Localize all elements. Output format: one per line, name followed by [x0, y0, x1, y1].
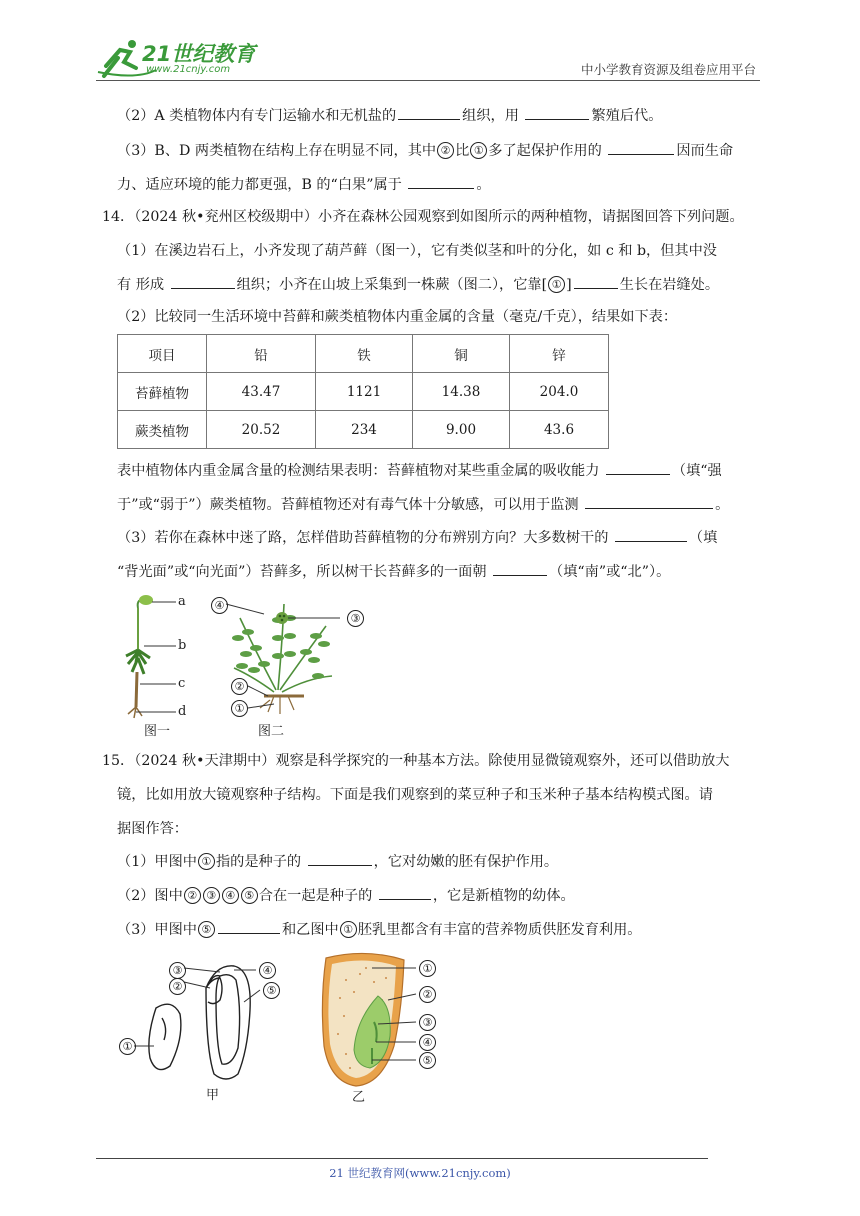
bean-label-4: ④ — [259, 962, 276, 979]
fern-label-3: ③ — [347, 610, 364, 627]
footer-divider — [96, 1158, 708, 1159]
q14-part3: （3）若你在森林中迷了路，怎样借助苔藓植物的分布辨别方向？大多数树干的 （填 — [117, 527, 717, 548]
table-header-cell: 铜 — [413, 335, 510, 373]
circled-number: ② — [184, 887, 201, 904]
header-platform-text: 中小学教育资源及组卷应用平台 — [580, 62, 756, 77]
circled-number: ② — [437, 142, 454, 159]
table-header-cell: 项目 — [118, 335, 207, 373]
fern-caption: 图二 — [258, 724, 285, 739]
circled-number: ⑤ — [241, 887, 258, 904]
fern-label-2: ② — [231, 678, 248, 695]
moss-label-a: a — [178, 594, 186, 609]
q14-stem: 14．（2024 秋•兖州区校级期中）小齐在森林公园观察到如图所示的两种植物，请据图回答下列问题。 — [102, 209, 744, 225]
table-row — [118, 411, 609, 449]
q15-part3: （3）甲图中 ⑤ 和乙图中 ① 胚乳里都含有丰富的营养物质供胚发育利用。 — [117, 919, 642, 940]
moss-label-d: d — [178, 704, 187, 719]
q15-stem-2: 镜，比如用放大镜观察种子结构。下面是我们观察到的菜豆种子和玉米种子基本结构模式图。请 — [117, 787, 713, 803]
table-cell: 14.38 — [413, 373, 510, 411]
table-header-cell: 铁 — [316, 335, 413, 373]
circled-number: ① — [470, 142, 487, 159]
corn-label-4: ④ — [419, 1034, 436, 1051]
table-cell: 1121 — [316, 373, 413, 411]
corn-seed-figure — [316, 950, 440, 1108]
fern-figure — [208, 596, 376, 742]
bean-label-1: ① — [119, 1038, 136, 1055]
header-divider — [96, 80, 760, 81]
circled-number: ⑤ — [198, 921, 215, 938]
bean-seed-figure — [116, 958, 292, 1104]
heavy-metal-table — [117, 334, 609, 449]
corn-label-5: ⑤ — [419, 1052, 436, 1069]
fern-label-1: ① — [231, 700, 248, 717]
logo-text: 21世纪教育 — [142, 42, 256, 66]
table-cell: 234 — [316, 411, 413, 449]
q13-part2: （2）A 类植物体内有专门运输水和无机盐的 组织，用 繁殖后代。 — [117, 105, 662, 126]
bean-label-3: ③ — [169, 962, 186, 979]
answer-blank[interactable] — [574, 274, 618, 289]
answer-blank[interactable] — [525, 105, 589, 120]
q15-stem-3: 据图作答： — [117, 821, 188, 837]
circled-number: ① — [340, 921, 357, 938]
answer-blank[interactable] — [308, 851, 372, 866]
q15-stem-1: 15．（2024 秋•天津期中）观察是科学探究的一种基本方法。除使用显微镜观察外，还可以借助放大 — [102, 753, 730, 769]
answer-blank[interactable] — [606, 460, 670, 475]
circled-number: ① — [198, 853, 215, 870]
table-header-cell: 铅 — [207, 335, 316, 373]
table-header-row — [118, 335, 609, 373]
q15-part2: （2）图中 ② ③ ④ ⑤ 合在一起是种子的 ，它是新植物的幼体。 — [117, 885, 575, 906]
table-cell: 苔藓植物 — [118, 373, 207, 411]
site-logo — [96, 36, 266, 82]
table-cell: 9.00 — [413, 411, 510, 449]
corn-label-2: ② — [419, 986, 436, 1003]
corn-label-1: ① — [419, 960, 436, 977]
circled-number: ① — [548, 276, 565, 293]
table-header-cell: 锌 — [510, 335, 609, 373]
table-cell: 20.52 — [207, 411, 316, 449]
answer-blank[interactable] — [379, 885, 431, 900]
q14-analysis-2: 于”或“弱于”）蕨类植物。苔藓植物还对有毒气体十分敏感，可以用于监测 。 — [117, 494, 729, 515]
answer-blank[interactable] — [398, 105, 460, 120]
footer-link[interactable]: 21 世纪教育网(www.21cnjy.com) — [329, 1166, 511, 1180]
q13-part3-cont: 力、适应环境的能力都更强，B 的“白果”属于 。 — [117, 174, 491, 195]
table-cell: 43.6 — [510, 411, 609, 449]
q14-part3-cont: “背光面”或“向光面”）苔藓多，所以树干长苔藓多的一面朝 （填“南”或“北”）。 — [117, 561, 670, 582]
answer-blank[interactable] — [218, 919, 280, 934]
table-row — [118, 373, 609, 411]
table-cell: 204.0 — [510, 373, 609, 411]
answer-blank[interactable] — [171, 274, 235, 289]
answer-blank[interactable] — [493, 561, 547, 576]
moss-figure — [118, 592, 200, 740]
bean-label-2: ② — [169, 978, 186, 995]
table-cell: 蕨类植物 — [118, 411, 207, 449]
moss-label-c: c — [178, 676, 186, 691]
answer-blank[interactable] — [585, 494, 713, 509]
table-cell: 43.47 — [207, 373, 316, 411]
corn-caption: 乙 — [352, 1090, 366, 1105]
bean-label-5: ⑤ — [263, 982, 280, 999]
corn-label-3: ③ — [419, 1014, 436, 1031]
logo-url: www.21cnjy.com — [146, 64, 231, 75]
circled-number: ④ — [222, 887, 239, 904]
q14-part1: （1）在溪边岩石上，小齐发现了葫芦藓（图一），它有类似茎和叶的分化，如 c 和 b，但其中没 — [117, 243, 717, 259]
answer-blank[interactable] — [608, 140, 674, 155]
q14-analysis-1: 表中植物体内重金属含量的检测结果表明：苔藓植物对某些重金属的吸收能力 （填“强 — [117, 460, 722, 481]
q13-part3: （3）B、D 两类植物在结构上存在明显不同，其中 ② 比 ① 多了起保护作用的 因而生命 — [117, 140, 733, 161]
moss-plant-icon — [118, 592, 200, 740]
answer-blank[interactable] — [408, 174, 474, 189]
moss-caption: 图一 — [144, 724, 171, 739]
q15-part1: （1）甲图中 ① 指的是种子的 ，它对幼嫩的胚有保护作用。 — [117, 851, 558, 872]
q14-part1-cont: 有 形成 组织；小齐在山坡上采集到一株蕨（图二），它靠[ ① ] 生长在岩缝处。 — [117, 274, 719, 295]
moss-label-b: b — [178, 638, 187, 653]
bean-seed-icon — [116, 958, 292, 1104]
q14-part2: （2）比较同一生活环境中苔藓和蕨类植物体内重金属的含量（毫克/千克），结果如下表： — [117, 309, 678, 325]
fern-label-4: ④ — [211, 597, 228, 614]
bean-caption: 甲 — [206, 1088, 220, 1103]
answer-blank[interactable] — [615, 527, 687, 542]
circled-number: ③ — [203, 887, 220, 904]
